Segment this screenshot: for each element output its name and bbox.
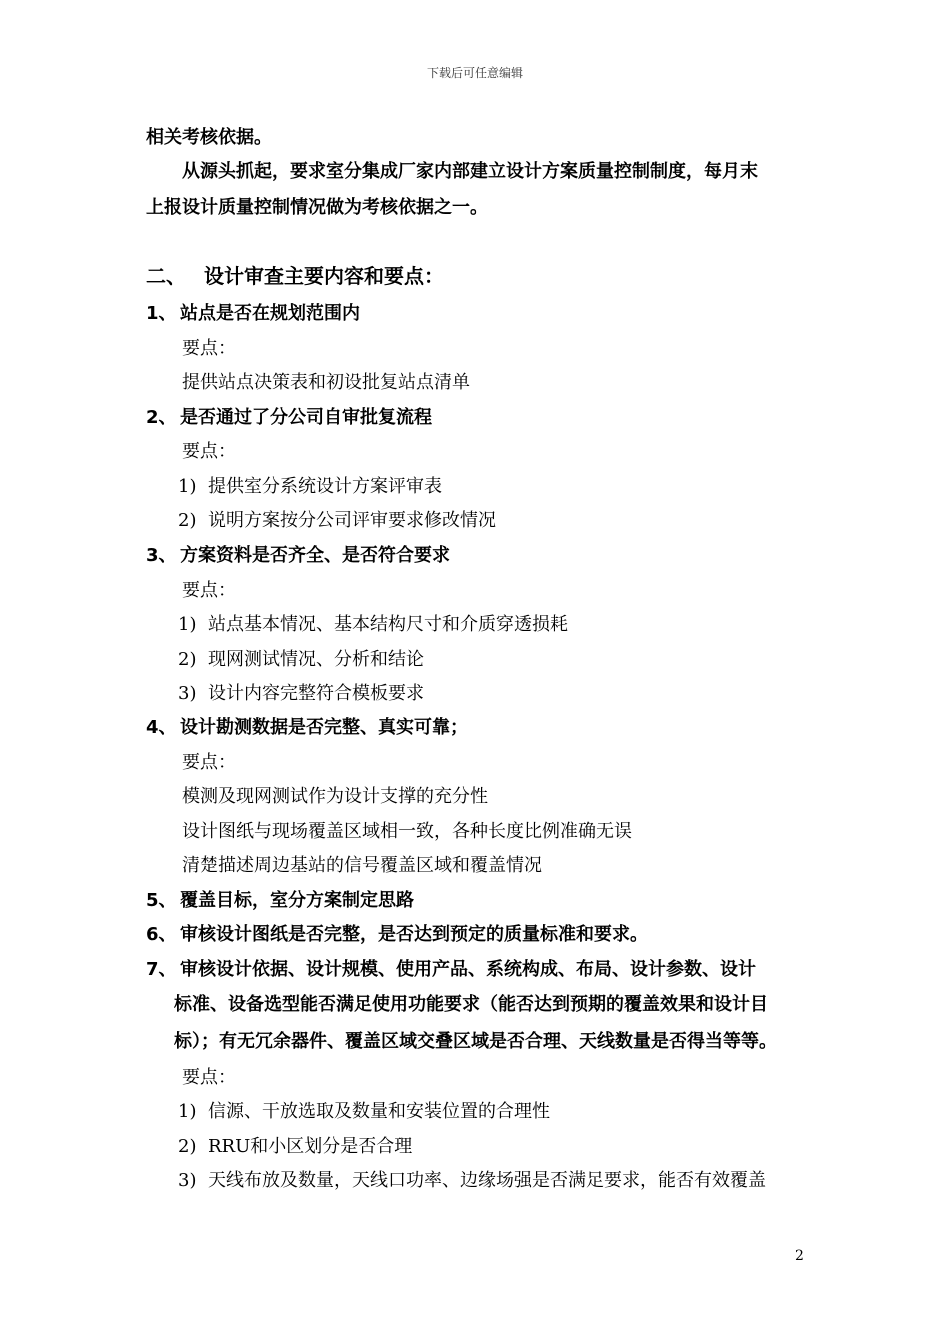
item-1-point-1: 提供站点决策表和初设批复站点清单	[182, 372, 470, 393]
item-7-number: 7、	[146, 959, 177, 980]
item-3-title	[146, 544, 450, 568]
point-text: RRU和小区划分是否合理	[208, 1136, 413, 1157]
item-2-number: 2、	[146, 407, 177, 428]
item-1-key: 要点：	[182, 338, 236, 359]
item-4-number: 4、	[146, 717, 177, 738]
point-number: 3)	[178, 1170, 197, 1191]
item-2-text: 是否通过了分公司自审批复流程	[180, 407, 432, 428]
point-text: 天线布放及数量，天线口功率、边缘场强是否满足要求，能否有效覆盖	[208, 1170, 766, 1191]
item-7-text: 审核设计依据、设计规模、使用产品、系统构成、布局、设计参数、设计	[180, 959, 756, 980]
item-7-continuation-2: 标）；有无冗余器件、覆盖区域交叠区域是否合理、天线数量是否得当等等。	[174, 1031, 777, 1052]
item-7-point-1	[178, 1100, 550, 1124]
item-7-point-3	[178, 1169, 766, 1193]
section-title: 设计审查主要内容和要点：	[204, 264, 444, 288]
point-number: 1)	[178, 476, 197, 497]
item-2-point-1	[178, 475, 442, 499]
item-2-title	[146, 406, 432, 430]
item-3-point-1	[178, 613, 568, 637]
point-number: 2)	[178, 510, 197, 531]
point-number: 2)	[178, 649, 197, 670]
item-7-title	[146, 958, 756, 982]
item-6-text: 审核设计图纸是否完整，是否达到预定的质量标准和要求。	[180, 924, 648, 945]
point-text: 提供室分系统设计方案评审表	[208, 476, 442, 497]
item-4-point-3: 清楚描述周边基站的信号覆盖区域和覆盖情况	[182, 855, 542, 876]
page-number: 2	[795, 1248, 804, 1264]
para-line-2: 从源头抓起，要求室分集成厂家内部建立设计方案质量控制制度，每月末	[182, 161, 758, 182]
point-number: 3)	[178, 683, 197, 704]
section-number: 二、	[146, 264, 186, 288]
item-4-point-1: 模测及现网测试作为设计支撑的充分性	[182, 786, 488, 807]
item-1-text: 站点是否在规划范围内	[180, 303, 360, 324]
item-6-title	[146, 923, 648, 947]
point-text: 现网测试情况、分析和结论	[208, 649, 424, 670]
point-text: 站点基本情况、基本结构尺寸和介质穿透损耗	[208, 614, 568, 635]
point-number: 2)	[178, 1136, 197, 1157]
item-4-key: 要点：	[182, 752, 236, 773]
item-1-number: 1、	[146, 303, 177, 324]
item-4-text: 设计勘测数据是否完整、真实可靠；	[180, 717, 468, 738]
item-7-point-2	[178, 1135, 412, 1159]
item-2-point-2	[178, 509, 496, 533]
item-5-number: 5、	[146, 890, 177, 911]
para-line-1: 相关考核依据。	[146, 127, 272, 148]
point-number: 1)	[178, 1101, 197, 1122]
para-line-3: 上报设计质量控制情况做为考核依据之一。	[146, 197, 488, 218]
point-text: 说明方案按分公司评审要求修改情况	[208, 510, 496, 531]
item-2-key: 要点：	[182, 441, 236, 462]
item-3-point-3	[178, 682, 424, 706]
item-7-key: 要点：	[182, 1067, 236, 1088]
item-6-number: 6、	[146, 924, 177, 945]
item-5-text: 覆盖目标，室分方案制定思路	[180, 890, 414, 911]
item-4-title	[146, 716, 468, 740]
item-3-point-2	[178, 648, 424, 672]
section-heading	[146, 264, 444, 288]
point-text: 信源、干放选取及数量和安装位置的合理性	[208, 1101, 550, 1122]
item-3-text: 方案资料是否齐全、是否符合要求	[180, 545, 450, 566]
item-5-title	[146, 889, 414, 913]
item-4-point-2: 设计图纸与现场覆盖区域相一致，各种长度比例准确无误	[182, 821, 632, 842]
item-3-key: 要点：	[182, 580, 236, 601]
point-number: 1)	[178, 614, 197, 635]
page-header: 下载后可任意编辑	[426, 66, 523, 80]
item-7-continuation-1: 标准、设备选型能否满足使用功能要求（能否达到预期的覆盖效果和设计目	[174, 994, 768, 1015]
point-text: 设计内容完整符合模板要求	[208, 683, 424, 704]
item-1-title	[146, 302, 360, 326]
item-3-number: 3、	[146, 545, 177, 566]
